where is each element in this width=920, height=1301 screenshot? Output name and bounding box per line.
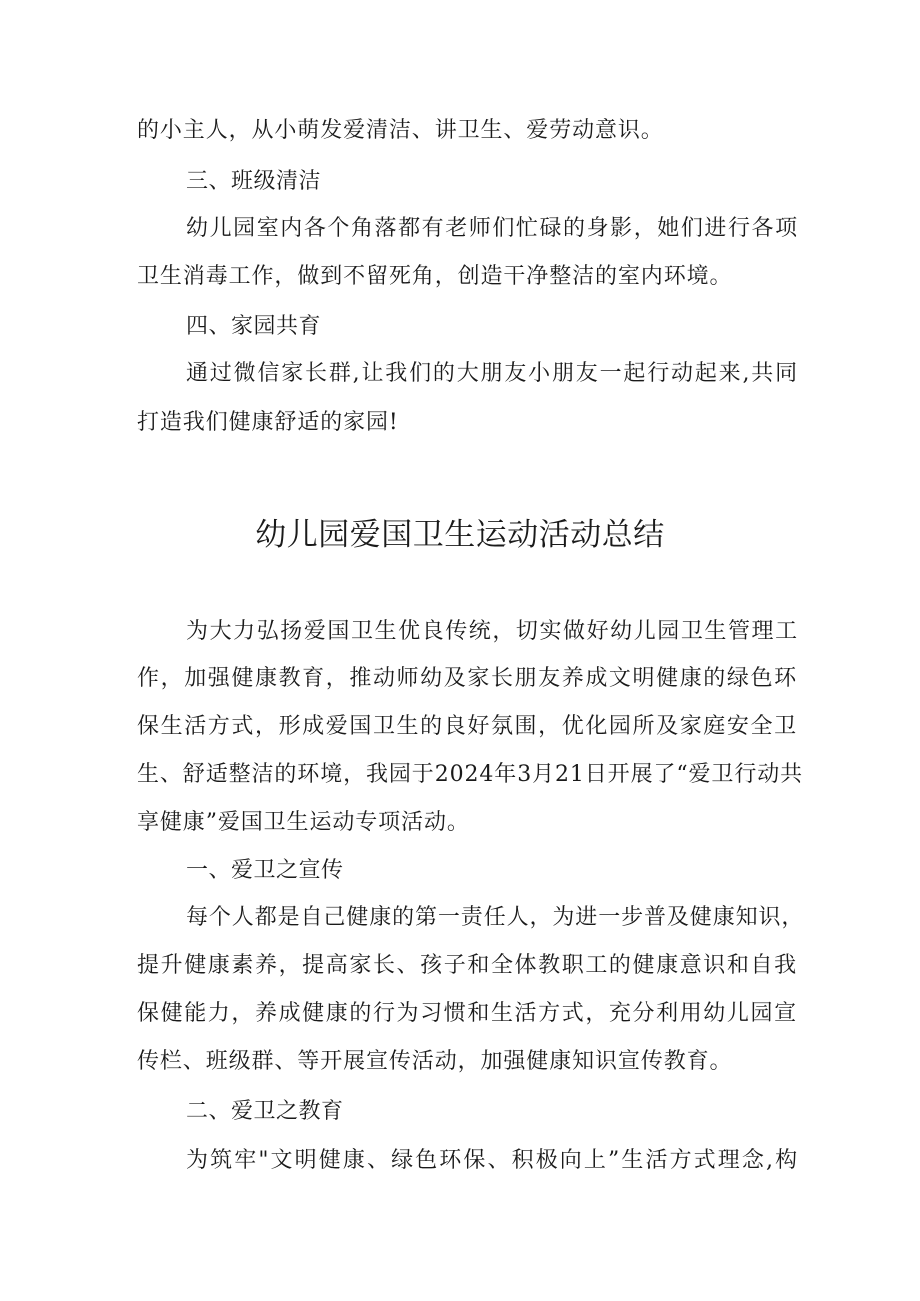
- paragraph-line: 卫生消毒工作，做到不留死角，创造干净整洁的室内环境。: [137, 264, 733, 289]
- article-title: 幼儿园爱国卫生运动活动总结: [255, 517, 665, 553]
- paragraph-line: 的小主人，从小萌发爱清洁、讲卫生、爱劳动意识。: [137, 118, 664, 143]
- section2-line: 为筑牢"文明健康、绿色环保、积极向上”生活方式理念,构: [186, 1148, 798, 1173]
- section-heading-education: 二、爱卫之教育: [186, 1099, 344, 1124]
- intro-line: 为大力弘扬爱国卫生优良传统，切实做好幼儿园卫生管理工: [186, 619, 798, 644]
- section-heading-class-cleaning: 三、班级清洁: [186, 169, 322, 194]
- section1-line: 提升健康素养，提高家长、孩子和全体教职工的健康意识和自我: [137, 953, 797, 978]
- paragraph-line: 幼儿园室内各个角落都有老师们忙碌的身影，她们进行各项: [186, 216, 798, 241]
- intro-line: 享健康”爱国卫生运动专项活动。: [137, 810, 470, 835]
- section-heading-publicity: 一、爱卫之宣传: [186, 858, 344, 883]
- paragraph-line: 通过微信家长群,让我们的大朋友小朋友一起行动起来,共同: [186, 361, 798, 386]
- section1-line: 保健能力，养成健康的行为习惯和生活方式，充分利用幼儿园宣: [137, 1001, 797, 1026]
- section-heading-home-school: 四、家园共育: [186, 314, 322, 339]
- intro-line: 作，加强健康教育，推动师幼及家长朋友养成文明健康的绿色环: [137, 666, 797, 691]
- paragraph-line: 打造我们健康舒适的家园!: [137, 410, 399, 435]
- intro-line: 生、舒适整洁的环境，我园于2024年3月21日开展了“爱卫行动共: [137, 762, 804, 787]
- section1-line: 每个人都是自己健康的第一责任人，为进一步普及健康知识，: [186, 905, 805, 930]
- section1-line: 传栏、班级群、等开展宣传活动，加强健康知识宣传教育。: [137, 1049, 733, 1074]
- intro-line: 保生活方式，形成爱国卫生的良好氛围，优化园所及家庭安全卫: [137, 714, 797, 739]
